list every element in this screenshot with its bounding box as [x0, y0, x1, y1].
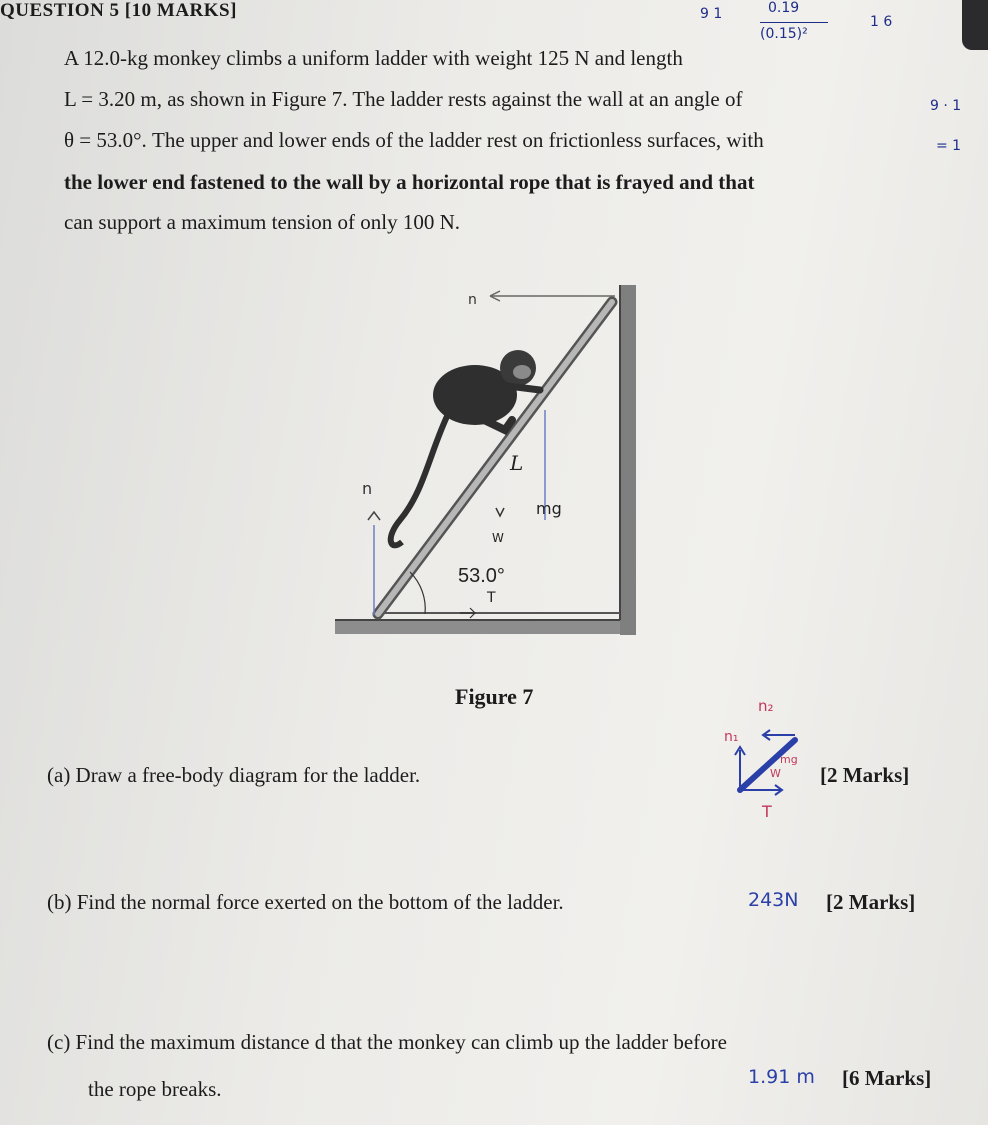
monkey [391, 350, 540, 545]
hand-n-left: n [362, 479, 373, 498]
hand-n-top: n [468, 292, 477, 308]
fbd-n1-label: n₁ [724, 729, 739, 745]
part-c-answer: 1.91 m [748, 1066, 815, 1088]
part-c-text-2: the rope breaks. [88, 1077, 222, 1101]
fbd-mg-label: mg [780, 753, 798, 766]
wall [620, 285, 636, 635]
question-line: θ = 53.0°. The upper and lower ends of the ladder rest on frictionless surfaces, with [64, 128, 764, 152]
handwriting-top-left: 9 1 [700, 6, 723, 22]
handwriting-fraction-num: 0.19 [768, 0, 800, 16]
free-body-diagram [700, 695, 820, 820]
angle-arc [410, 572, 425, 614]
hand-t: T [487, 590, 496, 606]
question-line: can support a maximum tension of only 100 N. [64, 210, 461, 234]
part-b-answer: 243N [748, 889, 799, 911]
handwriting-fraction-den: (0.15)² [760, 26, 808, 42]
ladder-figure [330, 280, 650, 650]
fbd-t-label: T [762, 802, 772, 820]
part-c-text-1: (c) Find the maximum distance d that the monkey can climb up the ladder before [47, 1030, 727, 1054]
screen-corner [962, 0, 988, 50]
fbd-n2-label: n₂ [758, 697, 774, 715]
handwriting-margin-2: = 1 [936, 138, 962, 154]
handwriting-margin-1: 9 · 1 [930, 98, 962, 114]
part-b-text: (b) Find the normal force exerted on the bottom of the ladder. [47, 890, 564, 914]
fbd-w-label: W [770, 767, 781, 780]
fraction-bar [760, 22, 828, 23]
label-length: L [510, 451, 524, 475]
question-heading: QUESTION 5 [10 MARKS] [0, 0, 237, 21]
question-line: A 12.0-kg monkey climbs a uniform ladder with weight 125 N and length [64, 46, 683, 70]
hand-mg: mg [536, 499, 562, 518]
hand-w: W [492, 531, 504, 545]
part-b-marks: [2 Marks] [826, 890, 916, 914]
question-line: the lower end fastened to the wall by a horizontal rope that is frayed and that [64, 170, 755, 194]
floor [335, 620, 635, 634]
part-a-text: (a) Draw a free-body diagram for the ladder. [47, 763, 421, 787]
label-angle: 53.0° [458, 565, 505, 587]
part-a-marks: [2 Marks] [820, 763, 910, 787]
handwriting-top-right: 1 6 [870, 14, 893, 30]
part-c-marks: [6 Marks] [842, 1066, 932, 1090]
question-line: L = 3.20 m, as shown in Figure 7. The ladder rests against the wall at an angle of [64, 87, 743, 111]
figure-caption: Figure 7 [455, 684, 534, 709]
